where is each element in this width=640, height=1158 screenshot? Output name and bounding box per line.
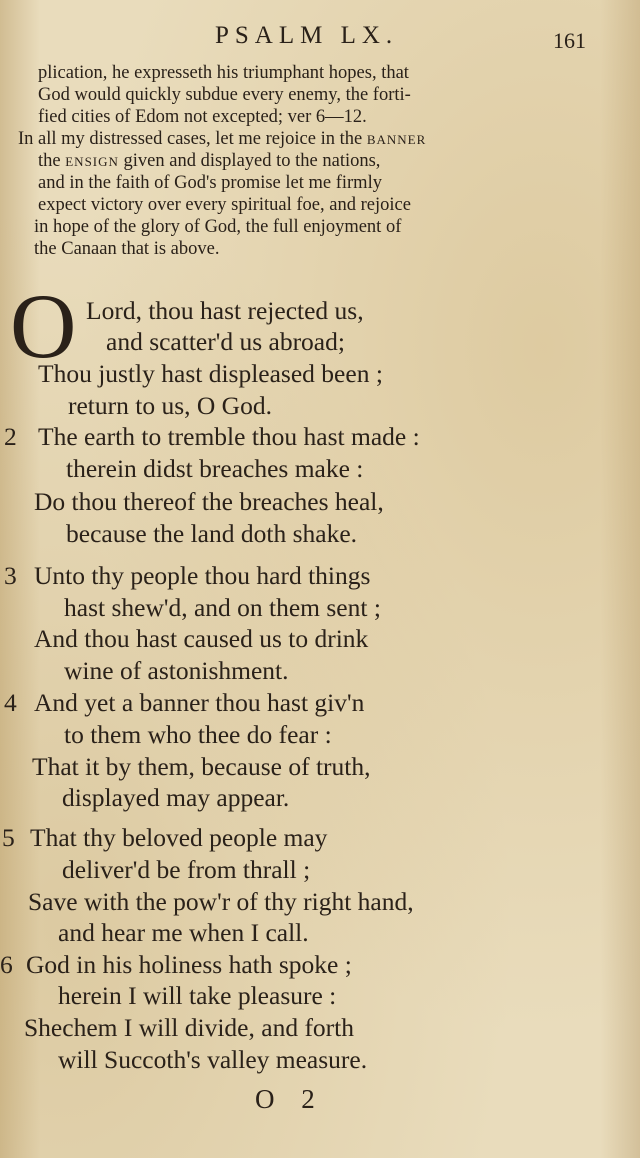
verse-line: herein I will take pleasure :: [58, 981, 337, 1010]
verse-line: Unto thy people thou hard things: [34, 561, 371, 590]
verse-line: Shechem I will divide, and forth: [24, 1013, 355, 1042]
verse-line: return to us, O God.: [68, 391, 272, 420]
page-number: 161: [553, 28, 586, 53]
verse-line: God in his holiness hath spoke ;: [26, 950, 352, 979]
summary-line: God would quickly subdue every enemy, the forti-: [38, 85, 411, 105]
verse-number: 5: [2, 823, 15, 852]
verse-line: and hear me when I call.: [58, 918, 309, 947]
verse-number: 6: [0, 950, 13, 979]
summary-line: the Canaan that is above.: [34, 239, 220, 259]
summary-line: plication, he expresseth his triumphant hopes, that: [38, 63, 409, 83]
summary-line: fied cities of Edom not excepted; ver 6—12.: [38, 107, 367, 127]
summary-line: and in the faith of God's promise let me firmly: [38, 173, 382, 193]
summary-line: [38, 150, 380, 172]
summary-text: given and displayed to the nations,: [118, 151, 381, 171]
verse-line: therein didst breaches make :: [66, 454, 364, 483]
verse-line: and scatter'd us abroad;: [106, 327, 345, 356]
verse-number: 4: [4, 688, 17, 717]
verse-number: 2: [4, 422, 17, 451]
verse-line: That thy beloved people may: [30, 823, 328, 852]
verse-line: Save with the pow'r of thy right hand,: [28, 887, 414, 916]
verse-line: Do thou thereof the breaches heal,: [34, 487, 384, 516]
verse-line: displayed may appear.: [62, 783, 290, 812]
summary-line: in hope of the glory of God, the full enjoyment of: [34, 217, 402, 237]
verse-line: Thou justly hast displeased been ;: [38, 359, 383, 388]
verse-line: will Succoth's valley measure.: [58, 1045, 368, 1074]
verse-line: And thou hast caused us to drink: [34, 624, 369, 653]
verse-number: 3: [4, 561, 17, 590]
signature-mark: O 2: [255, 1084, 325, 1114]
verse-line: to them who thee do fear :: [64, 720, 332, 749]
drop-cap: O: [10, 275, 77, 377]
verse-line: The earth to tremble thou hast made :: [38, 422, 420, 451]
verse-line: hast shew'd, and on them sent ;: [64, 593, 381, 622]
verse-line: wine of astonishment.: [64, 656, 289, 685]
summary-line: expect victory over every spiritual foe, and rejoice: [38, 195, 411, 215]
summary-small-caps: ensign: [65, 151, 119, 171]
verse-line: because the land doth shake.: [66, 519, 358, 548]
verse-line: Lord, thou hast rejected us,: [86, 296, 364, 325]
verse-line: And yet a banner thou hast giv'n: [34, 688, 365, 717]
verse-line: That it by them, because of truth,: [32, 752, 371, 781]
summary-small-caps: banner: [366, 129, 427, 149]
summary-text: In all my distressed cases, let me rejoice in the: [18, 129, 367, 149]
summary-text: the: [38, 151, 66, 171]
verse-line: deliver'd be from thrall ;: [62, 855, 311, 884]
running-title: PSALM LX.: [215, 22, 399, 49]
summary-line: [18, 128, 426, 150]
